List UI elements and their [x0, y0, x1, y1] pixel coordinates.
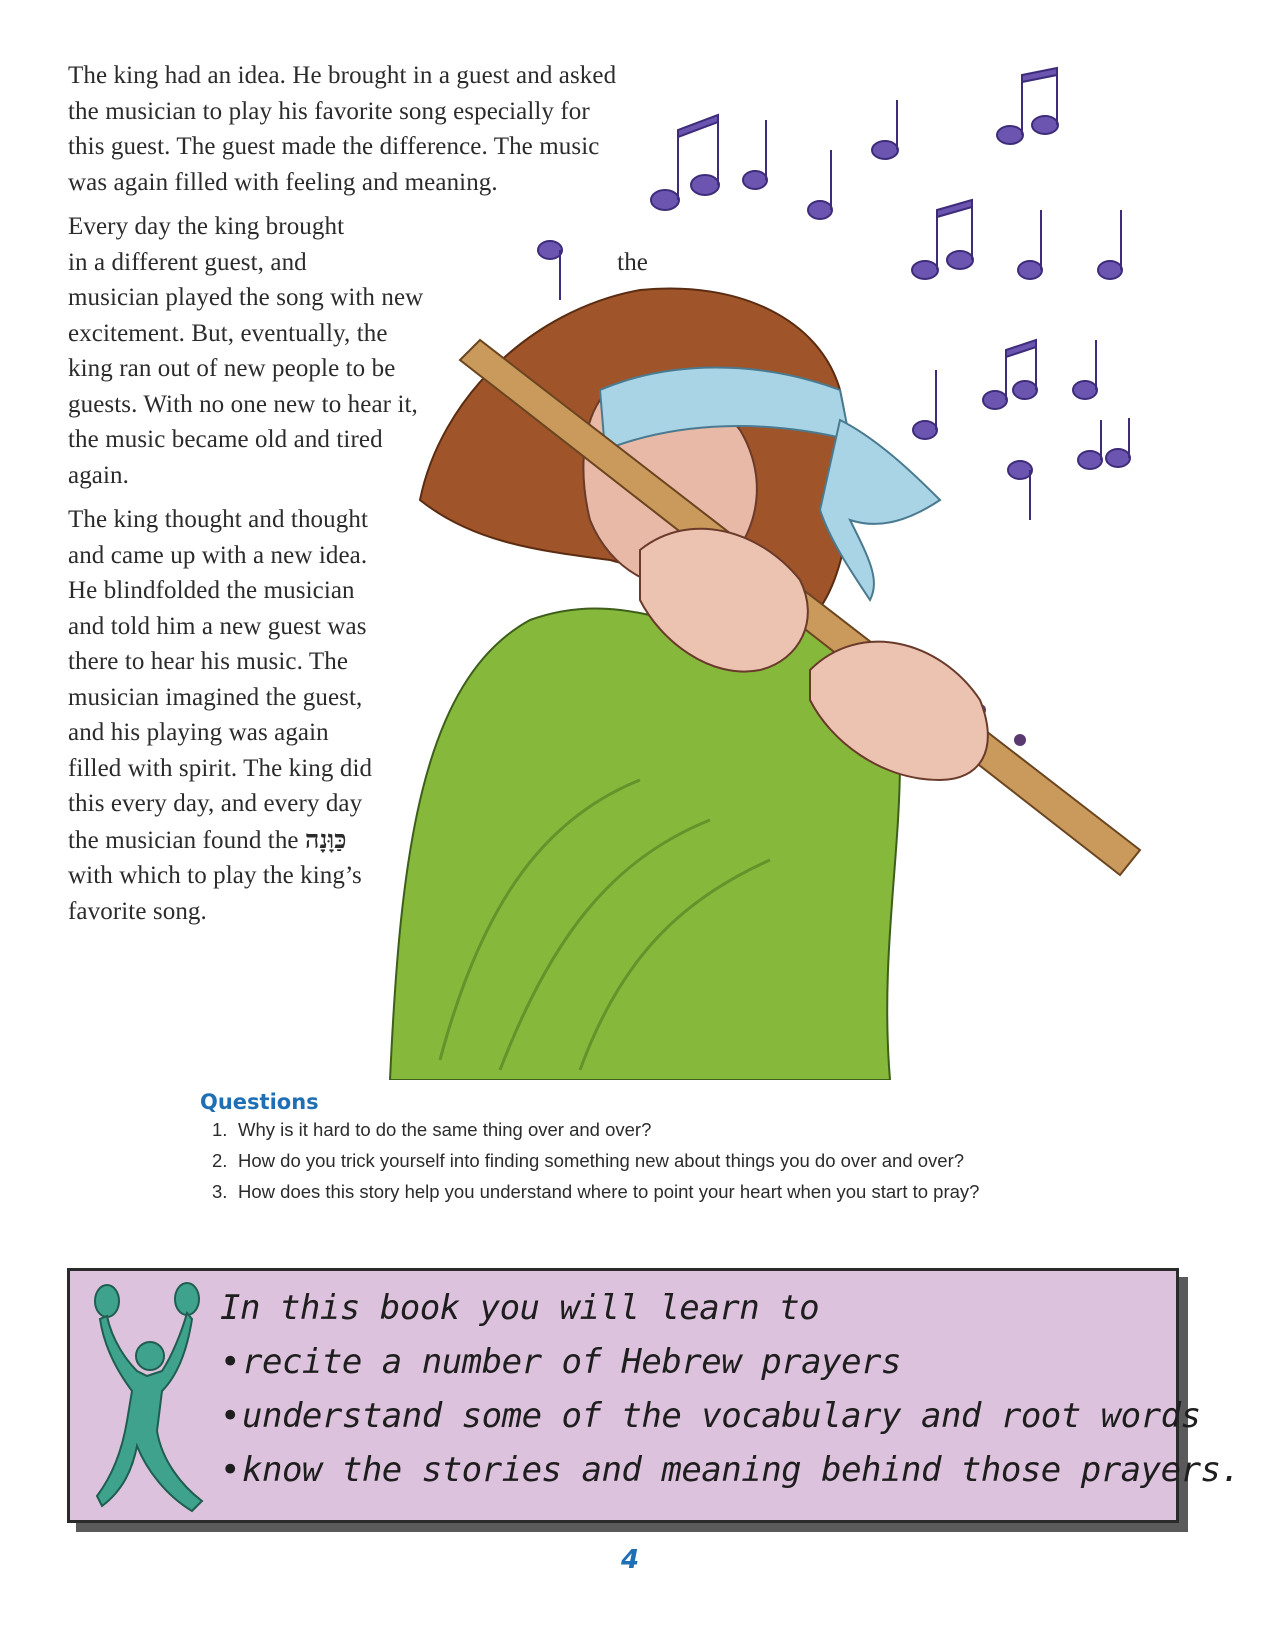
page-number: 4 [620, 1545, 640, 1575]
question-item [212, 1149, 1180, 1173]
note-9 [538, 241, 562, 300]
learning-goal-text: know the stories and meaning behind those prayers. [242, 1450, 1241, 1490]
question-number: 3. [212, 1181, 228, 1202]
learning-goals-box [67, 1268, 1241, 1523]
note-13 [1008, 461, 1032, 520]
learning-goals-heading: In this book you will learn to [220, 1288, 820, 1328]
learning-goal-item [220, 1443, 1241, 1497]
questions-title: Questions [200, 1090, 319, 1114]
story-paragraph-3 [68, 502, 388, 929]
note-14 [1078, 418, 1130, 469]
line-2-start: in a different guest, and [68, 248, 307, 276]
note-8 [1098, 210, 1122, 279]
questions-list [200, 1118, 1180, 1204]
note-7 [1018, 210, 1042, 279]
note-1 [651, 115, 719, 210]
learning-goal-text: understand some of the vocabulary and root words [242, 1396, 1201, 1436]
note-5 [997, 68, 1058, 144]
bullet-icon: • [220, 1450, 240, 1490]
question-item [212, 1118, 1180, 1142]
question-number: 2. [212, 1150, 228, 1171]
questions-section [200, 1090, 1180, 1211]
note-2 [743, 120, 767, 189]
line-2-end: the [617, 248, 648, 276]
question-text: How does this story help you understand where to point your heart when you start to pray? [238, 1181, 980, 1202]
question-number: 1. [212, 1119, 228, 1140]
note-11 [983, 340, 1037, 409]
question-text: Why is it hard to do the same thing over and over? [238, 1119, 652, 1140]
learning-goal-item [220, 1335, 1170, 1389]
question-item [212, 1180, 1180, 1204]
story-paragraph-2-rest: musician played the song with new excitement. But, eventually, the king ran out of new people to be guests. With no one new to hear it, the music became old and tired again. [68, 284, 424, 489]
cheering-figure-icon [92, 1281, 212, 1516]
story-paragraph-3-text: The king thought and thought and came up with a new idea. He blindfolded the musician and told him a new guest was there to hear his music. The musician imagined the guest, and his playing was again filled with spirit. The king did this every day, and every day the musician found the [68, 506, 373, 854]
note-6 [912, 200, 973, 279]
note-12 [1073, 340, 1097, 399]
question-text: How do you trick yourself into finding something new about things you do over and over? [238, 1150, 965, 1171]
story-paragraph-1: The king had an idea. He brought in a guest and asked the musician to play his favorite song especially for this guest. The guest made the difference. The music was again filled with feeling and meaning. [68, 62, 617, 196]
note-3 [808, 150, 832, 219]
story-paragraph-3-end: with which to play the king’s favorite song. [68, 862, 362, 925]
learning-goal-text: recite a number of Hebrew prayers [242, 1342, 902, 1382]
bullet-icon: • [220, 1396, 240, 1436]
note-10 [913, 370, 937, 439]
bullet-icon: • [220, 1342, 240, 1382]
hebrew-word-kavanah: כַּוָּנָה [304, 824, 347, 854]
story-paragraph-2-line-1: Every day the king brought [68, 213, 345, 240]
learning-goals-text [220, 1281, 1241, 1497]
note-4 [872, 100, 898, 159]
musician-illustration [380, 60, 1200, 1080]
learning-goal-item [220, 1389, 1201, 1443]
